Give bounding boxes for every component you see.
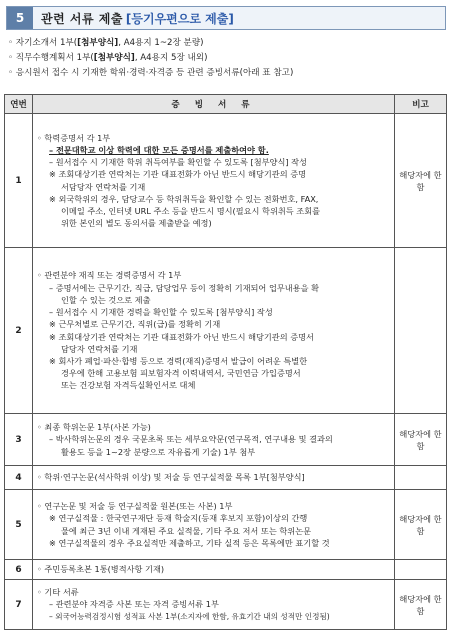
row-content: ◦ 학력증명서 각 1부 – 전문대학교 이상 학력에 대한 모든 증명서를 제출하여야 함. – 원서접수 시 기재한 학위 취득여부를 확인할 수 있도록 [첨부양식] 작성 ※ 조회대상기관 연락처는 기관 대표전화가 아닌 반드시 해당기관의 증명 서담당자 연락처를 기재 ※ 외국학위의 경우, 담당교수 등 학위취득을 확인할 수 있는 전화번호, FAX, 이메일 주소, 인터넷 URL 주소 등을 반드시 명시(필요시 학위취득 조회를 위한 본인의 별도 동의서를 제출받을 예정) (33, 114, 395, 248)
header-note: 비고 (395, 95, 447, 114)
table-row (5, 114, 447, 248)
table-row (5, 248, 447, 414)
table-row (5, 560, 447, 580)
row-content: ◦ 최종 학위논문 1부(사본 가능) – 박사학위논문의 경우 국문초록 또는 세부요약문(연구목적, 연구내용 및 결과의 활용도 등을 1~2장 분량으로 자유롭게 기술) 1부 첨부 (33, 414, 395, 466)
section-number: 5 (7, 7, 33, 29)
row-note (395, 466, 447, 490)
row-number: 5 (5, 490, 33, 560)
intro-list (8, 36, 444, 81)
header-docs: 증 빙 서 류 (33, 95, 395, 114)
intro-item: ◦ 응시원서 접수 시 기재한 학위·경력·자격증 등 관련 증빙서류(아래 표 참고) (8, 68, 294, 78)
table-row (5, 580, 447, 630)
row-content: ◦ 관련분야 재직 또는 경력증명서 각 1부 – 증명서에는 근무기간, 직급, 담당업무 등이 정확히 기재되어 업무내용을 확 인할 수 있는 것으로 제출 – 원서접수 시 기재한 경력을 확인할 수 있도록 [첨부양식] 작성 ※ 근무처별로 근무기간, 직위(급)를 정확히 기재 ※ 조회대상기관 연락처는 기관 대표전화가 아닌 반드시 해당기관의 증명서 담당자 연락처를 기재 ※ 회사가 폐업·파산·합병 등으로 경력(재직)증명서 발급이 어려운 특별한 경우에 한해 고용보험 피보험자격 이력내역서, 국민연금 가입증명서 또는 건강보험 자격득실확인서로 대체 (33, 248, 395, 414)
row-note (395, 248, 447, 414)
row-number: 7 (5, 580, 33, 630)
row-content: ◦ 기타 서류 – 관련분야 자격증 사본 또는 자격 증빙서류 1부 – 외국어능력검정시험 성적표 사본 1부(소지자에 한함, 유효기간 내의 성적만 인정됨) (33, 580, 395, 630)
row-number: 6 (5, 560, 33, 580)
row-number: 3 (5, 414, 33, 466)
header-no: 연번 (5, 95, 33, 114)
documents-table (4, 94, 447, 630)
intro-item: ◦ 자기소개서 1부([첨부양식], A4용지 1~2장 분량) (8, 38, 204, 48)
row-note: 해당자에 한함 (395, 114, 447, 248)
row-note: 해당자에 한함 (395, 580, 447, 630)
row-note (395, 560, 447, 580)
table-row (5, 414, 447, 466)
section-title: 관련 서류 제출 (41, 11, 123, 26)
section-header (6, 6, 446, 30)
row-note: 해당자에 한함 (395, 414, 447, 466)
row-content: ◦ 학위·연구논문(석사학위 이상) 및 저술 등 연구실적물 목록 1부[첨부양식] (33, 466, 395, 490)
row-note: 해당자에 한함 (395, 490, 447, 560)
section-subtitle: [등기우편으로 제출] (125, 11, 234, 26)
table-header-row (5, 95, 447, 114)
row-content: ◦ 주민등록초본 1통(병적사항 기재) (33, 560, 395, 580)
row-content: ◦ 연구논문 및 저술 등 연구실적물 원본(또는 사본) 1부 ※ 연구실적물 : 한국연구재단 등재 학술지(등재 후보지 포함)이상의 간행 물에 최근 3년 이내 게재된 주요 실적물, 기타 주요 저서 또는 학위논문 ※ 연구실적물의 경우 주요실적만 제출하고, 기타 실적 등은 목록에만 표기할 것 (33, 490, 395, 560)
intro-item: ◦ 직무수행계획서 1부([첨부양식], A4용지 5장 내외) (8, 53, 208, 63)
row-number: 4 (5, 466, 33, 490)
row-number: 2 (5, 248, 33, 414)
table-row (5, 490, 447, 560)
table-row (5, 466, 447, 490)
row-number: 1 (5, 114, 33, 248)
